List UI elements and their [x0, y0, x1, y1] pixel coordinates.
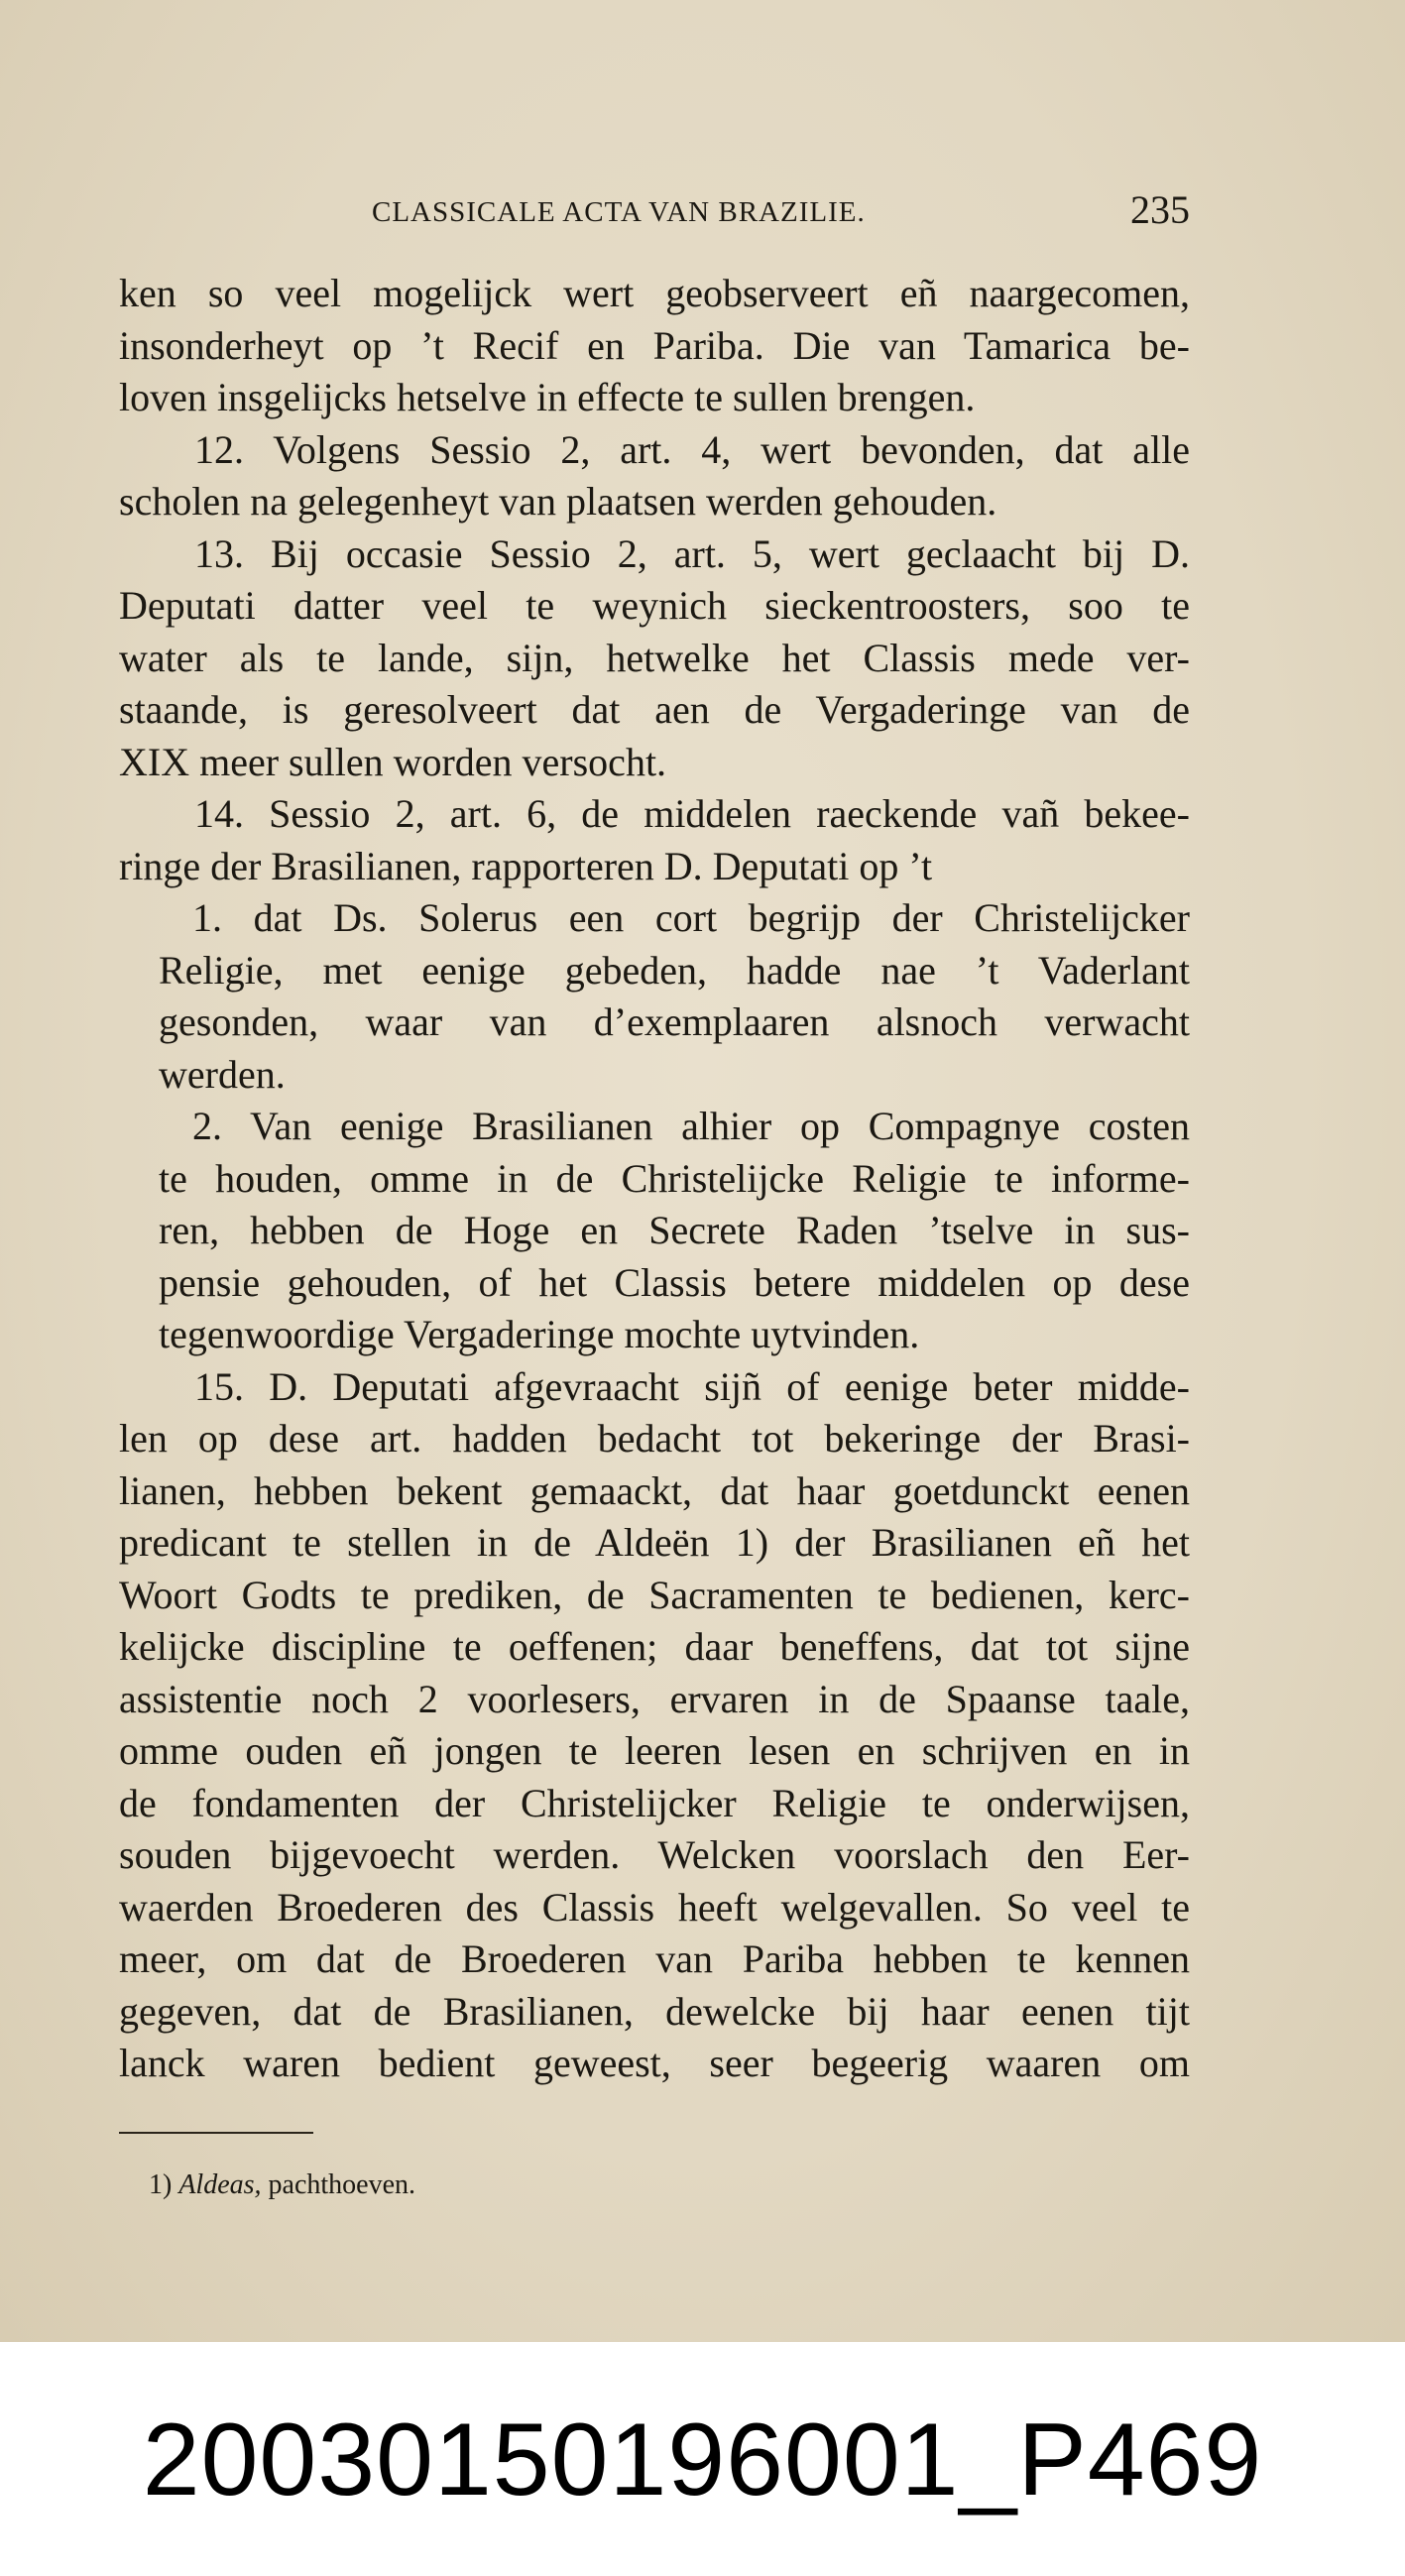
text-line: Religie, met eenige gebeden, hadde nae ’t Vaderlant [159, 947, 1190, 993]
text-line: gegeven, dat de Brasilianen, dewelcke bij haar eenen tijt [119, 1988, 1190, 2034]
text-line: lianen, hebben bekent gemaackt, dat haar goetdunckt eenen [119, 1467, 1190, 1513]
text-line: waerden Broederen des Classis heeft welgevallen. So veel te [119, 1884, 1190, 1930]
text-line: Woort Godts te prediken, de Sacramenten te bedienen, kerc- [119, 1572, 1190, 1617]
text-line: 2. Van eenige Brasilianen alhier op Compagnye costen [192, 1104, 1190, 1148]
scan-label-area [0, 2342, 1405, 2576]
text-line: te houden, omme in de Christelijcke Religie te informe- [159, 1155, 1190, 1201]
page-header [119, 186, 1190, 236]
text-line: water als te lande, sijn, hetwelke het Classis mede ver- [119, 635, 1190, 680]
footnote [149, 2169, 415, 2201]
text-line: staande, is geresolveert dat aen de Vergaderinge van de [119, 687, 1190, 732]
text-line: 14. Sessio 2, art. 6, de middelen raeckende vañ bekee- [194, 791, 1190, 836]
text-line: 1. dat Ds. Solerus een cort begrijp der Christelijcker [192, 895, 1190, 940]
running-title: CLASSICALE ACTA VAN BRAZILIE. [372, 196, 866, 228]
text-line: tegenwoordige Vergaderinge mochte uytvinden. [159, 1312, 920, 1356]
footnote-marker: 1) [149, 2169, 173, 2200]
text-line: de fondamenten der Christelijcker Religie te onderwijsen, [119, 1780, 1190, 1825]
text-line: meer, om dat de Broederen van Pariba hebben te kennen [119, 1936, 1190, 1981]
text-line: ren, hebben de Hoge en Secrete Raden ’tselve in sus- [159, 1208, 1190, 1252]
text-line: gesonden, waar van d’exemplaaren alsnoch verwacht [159, 999, 1190, 1044]
text-line: kelijcke discipline te oeffenen; daar beneffens, dat tot sijne [119, 1624, 1190, 1669]
text-line: Deputati datter veel te weynich sieckentroosters, soo te [119, 583, 1190, 628]
text-line: 13. Bij occasie Sessio 2, art. 5, wert geclaacht bij D. [194, 530, 1190, 576]
text-line: predicant te stellen in de Aldeën 1) der Brasilianen eñ het [119, 1520, 1190, 1565]
text-line: pensie gehouden, of het Classis betere middelen op dese [159, 1259, 1190, 1305]
text-line: insonderheyt op ’t Recif en Pariba. Die van Tamarica be- [119, 322, 1190, 368]
text-line: 15. D. Deputati afgevraacht sijñ of eenige beter midde- [194, 1363, 1190, 1409]
text-line: ken so veel mogelijck wert geobserveert eñ naargecomen, [119, 271, 1190, 315]
scan-id-label: 20030150196001_P469 [142, 2402, 1263, 2517]
text-line: omme ouden eñ jongen te leeren lesen en schrijven en in [119, 1728, 1190, 1773]
text-line: souden bijgevoecht werden. Welcken voorslach den Eer- [119, 1832, 1190, 1877]
text-line: XIX meer sullen worden versocht. [119, 739, 667, 784]
footnote-text: pachthoeven. [268, 2169, 416, 2200]
footnote-term: Aldeas, [178, 2169, 262, 2200]
text-line: scholen na gelegenheyt van plaatsen werden gehouden. [119, 479, 997, 524]
text-line: lanck waren bedient geweest, seer begeerig waaren om [119, 2041, 1190, 2085]
text-line: werden. [159, 1051, 286, 1097]
text-line: 12. Volgens Sessio 2, art. 4, wert bevonden, dat alle [194, 426, 1190, 472]
footnote-rule [119, 2132, 313, 2134]
body-text [119, 268, 1190, 2090]
page-number: 235 [1130, 187, 1190, 232]
text-line: loven insgelijcks hetselve in effecte te sullen brengen. [119, 375, 976, 419]
text-line: len op dese art. hadden bedacht tot bekeringe der Brasi- [119, 1416, 1190, 1461]
text-line: assistentie noch 2 voorlesers, ervaren in de Spaanse taale, [119, 1676, 1190, 1721]
text-line: ringe der Brasilianen, rapporteren D. Deputati op ’t [119, 843, 933, 888]
